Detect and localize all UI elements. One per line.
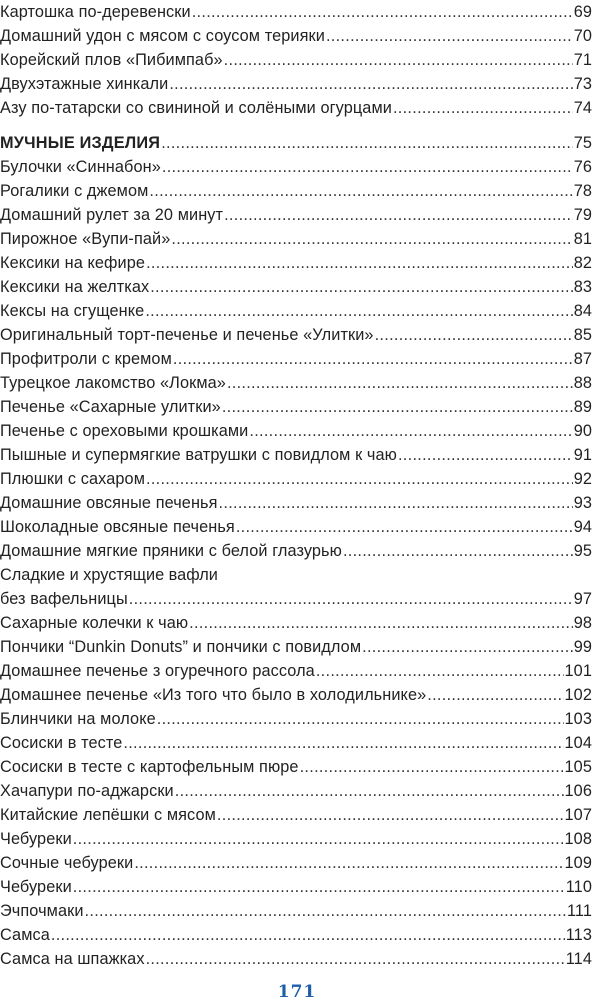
toc-group-1 xyxy=(0,0,592,120)
toc-entry-page: 71 xyxy=(573,51,592,69)
toc-leader xyxy=(73,875,565,899)
toc-entry-title: Плюшки с сахаром xyxy=(0,470,145,488)
toc-entry xyxy=(0,323,592,347)
toc-entry-page: 97 xyxy=(573,590,592,608)
toc-leader xyxy=(157,707,564,731)
toc-leader xyxy=(217,803,564,827)
toc-entry-title: Кексики на желтках xyxy=(0,278,150,296)
toc-entry xyxy=(0,72,592,96)
toc-entry xyxy=(0,611,592,635)
toc-entry xyxy=(0,179,592,203)
toc-leader xyxy=(162,155,573,179)
toc-section-heading xyxy=(0,131,592,155)
toc-entry-page: 113 xyxy=(565,926,592,944)
toc-leader xyxy=(189,611,573,635)
toc-entry-page: 102 xyxy=(564,686,592,704)
toc-entry-page: 104 xyxy=(564,734,592,752)
toc-entry-title: Сочные чебуреки xyxy=(0,854,134,872)
toc-entry xyxy=(0,683,592,707)
toc-entry-title: Самса xyxy=(0,926,50,944)
toc-leader xyxy=(316,659,564,683)
toc-entry xyxy=(0,155,592,179)
section-title: МУЧНЫЕ ИЗДЕЛИЯ xyxy=(0,134,161,152)
toc-entry-title: Шоколадные овсяные печенья xyxy=(0,518,235,536)
toc-entry-page: 114 xyxy=(565,950,592,968)
toc-entry-page: 89 xyxy=(573,398,592,416)
toc-group-3 xyxy=(0,611,592,971)
toc-entry xyxy=(0,851,592,875)
toc-leader xyxy=(161,131,572,155)
toc-entry-page: 83 xyxy=(573,278,592,296)
toc-leader xyxy=(149,179,572,203)
toc-entry-title: Сахарные колечки к чаю xyxy=(0,614,189,632)
toc-entry-title: Эчпочмаки xyxy=(0,902,84,920)
toc-entry xyxy=(0,491,592,515)
toc-leader xyxy=(224,203,573,227)
section-spacer xyxy=(0,120,592,131)
toc-leader xyxy=(171,227,572,251)
toc-entry xyxy=(0,0,592,24)
toc-leader xyxy=(393,96,573,120)
toc-entry-page: 82 xyxy=(573,254,592,272)
toc-entry-page: 84 xyxy=(573,302,592,320)
toc-leader xyxy=(134,851,563,875)
toc-entry-page: 73 xyxy=(573,75,592,93)
toc-leader xyxy=(375,323,573,347)
toc-entry xyxy=(0,275,592,299)
toc-entry-title: Кексы на сгущенке xyxy=(0,302,145,320)
toc-entry-title: Сосиски в тесте с картофельным пюре xyxy=(0,758,299,776)
toc-leader xyxy=(249,419,572,443)
toc-leader xyxy=(146,947,565,971)
toc-entry-title: Картошка по-деревенски xyxy=(0,3,191,21)
toc-leader xyxy=(362,635,573,659)
toc-entry-title: Домашний рулет за 20 минут xyxy=(0,206,224,224)
toc-entry xyxy=(0,347,592,371)
toc-leader xyxy=(175,779,564,803)
toc-entry xyxy=(0,48,592,72)
toc-entry xyxy=(0,419,592,443)
toc-entry xyxy=(0,371,592,395)
toc-entry-title: Булочки «Синнабон» xyxy=(0,158,161,176)
toc-entry-page: 70 xyxy=(573,27,592,45)
toc-entry-page: 88 xyxy=(573,374,592,392)
toc-entry-title: Двухэтажные хинкали xyxy=(0,75,169,93)
toc-leader xyxy=(222,395,573,419)
toc-leader xyxy=(145,299,572,323)
toc-entry-page: 95 xyxy=(573,542,592,560)
toc-entry-title: Домашний удон с мясом с соусом терияки xyxy=(0,27,325,45)
toc-entry-title-line1: Сладкие и хрустящие вафли xyxy=(0,566,218,584)
toc-leader xyxy=(146,467,573,491)
toc-entry-page: 105 xyxy=(564,758,592,776)
toc-leader xyxy=(300,755,564,779)
toc-leader xyxy=(150,275,572,299)
toc-leader xyxy=(192,0,573,24)
toc-entry xyxy=(0,299,592,323)
toc-entry-title: Домашние мягкие пряники с белой глазурью xyxy=(0,542,342,560)
toc-entry-page: 92 xyxy=(573,470,592,488)
toc-entry-title: Пирожное «Вупи-пай» xyxy=(0,230,171,248)
toc-entry-page: 103 xyxy=(564,710,592,728)
toc-leader xyxy=(173,347,573,371)
toc-entry-title: Печенье «Сахарные улитки» xyxy=(0,398,221,416)
toc-entry-title: Самса на шпажках xyxy=(0,950,145,968)
toc-entry xyxy=(0,635,592,659)
toc-entry xyxy=(0,587,592,611)
toc-entry-page: 98 xyxy=(573,614,592,632)
toc-leader xyxy=(169,72,572,96)
toc-group-2 xyxy=(0,155,592,563)
toc-entry-title: Домашнее печенье з огуречного рассола xyxy=(0,662,315,680)
toc-leader xyxy=(123,731,563,755)
toc-entry-title: Пончики “Dunkin Donuts” и пончики с повидлом xyxy=(0,638,362,656)
toc-entry xyxy=(0,203,592,227)
toc-entry-title: Чебуреки xyxy=(0,878,72,896)
toc-entry xyxy=(0,659,592,683)
toc-entry xyxy=(0,923,592,947)
toc-entry-title: Китайские лепёшки с мясом xyxy=(0,806,216,824)
toc-entry-page: 108 xyxy=(564,830,592,848)
toc-entry-page: 78 xyxy=(573,182,592,200)
toc-entry-title: Сосиски в тесте xyxy=(0,734,123,752)
toc-entry-page: 69 xyxy=(573,3,592,21)
toc-entry xyxy=(0,515,592,539)
toc-leader xyxy=(326,24,573,48)
toc-leader xyxy=(51,923,565,947)
toc-entry-page: 85 xyxy=(573,326,592,344)
toc-leader xyxy=(219,491,573,515)
toc-entry xyxy=(0,899,592,923)
toc-entry-page: 90 xyxy=(573,422,592,440)
toc-entry-title: Печенье с ореховыми крошками xyxy=(0,422,249,440)
toc-entry-title: Пышные и супермягкие ватрушки с повидлом к чаю xyxy=(0,446,397,464)
toc-entry-page: 93 xyxy=(573,494,592,512)
toc-entry-page: 110 xyxy=(565,878,592,896)
page-number: 171 xyxy=(277,982,317,1002)
toc-entry-title: Корейский плов «Пибимпаб» xyxy=(0,51,223,69)
toc-entry-title: Домашнее печенье «Из того что было в холодильнике» xyxy=(0,686,427,704)
toc-entry xyxy=(0,539,592,563)
toc-entry-title: Азу по-татарски со свининой и солёными огурцами xyxy=(0,99,392,117)
toc-multiline-entry xyxy=(0,563,592,611)
toc-entry-title: Чебуреки xyxy=(0,830,72,848)
toc-leader xyxy=(343,539,573,563)
toc-leader xyxy=(129,587,573,611)
toc-entry-title: Профитроли с кремом xyxy=(0,350,172,368)
toc-entry-title: Рогалики с джемом xyxy=(0,182,149,200)
toc-entry-title: Оригинальный торт-печенье и печенье «Улитки» xyxy=(0,326,374,344)
toc-entry xyxy=(0,707,592,731)
toc-leader xyxy=(146,251,573,275)
toc-entry-page: 76 xyxy=(573,158,592,176)
toc-leader xyxy=(73,827,564,851)
toc-entry xyxy=(0,755,592,779)
toc-entry-page: 87 xyxy=(573,350,592,368)
toc-leader xyxy=(224,48,573,72)
toc-leader xyxy=(398,443,573,467)
toc-entry-page: 101 xyxy=(564,662,592,680)
toc-entry xyxy=(0,875,592,899)
toc-entry-title: Турецкое лакомство «Локма» xyxy=(0,374,226,392)
toc-entry xyxy=(0,96,592,120)
toc-leader xyxy=(85,899,566,923)
toc-entry-page: 94 xyxy=(573,518,592,536)
toc-entry xyxy=(0,395,592,419)
toc-entry-title: Кексики на кефире xyxy=(0,254,146,272)
toc-entry xyxy=(0,827,592,851)
toc-entry-title: Домашние овсяные печенья xyxy=(0,494,218,512)
toc-leader xyxy=(427,683,563,707)
toc-entry xyxy=(0,947,592,971)
toc-entry-title: Хачапури по-аджарски xyxy=(0,782,174,800)
toc-leader xyxy=(236,515,573,539)
toc-entry xyxy=(0,467,592,491)
toc-entry xyxy=(0,803,592,827)
toc-entry-page: 74 xyxy=(573,99,592,117)
toc-entry-page: 81 xyxy=(573,230,592,248)
toc-entry-page: 99 xyxy=(573,638,592,656)
toc-entry xyxy=(0,779,592,803)
toc-entry xyxy=(0,251,592,275)
section-page: 75 xyxy=(573,134,592,152)
toc-entry-title-line2: без вафельницы xyxy=(0,590,128,608)
toc-entry-page: 109 xyxy=(564,854,592,872)
toc-entry-page: 91 xyxy=(573,446,592,464)
toc-entry xyxy=(0,443,592,467)
toc-entry xyxy=(0,227,592,251)
toc-entry-page: 79 xyxy=(573,206,592,224)
toc-entry-title: Блинчики на молоке xyxy=(0,710,156,728)
toc-leader xyxy=(227,371,573,395)
toc-entry xyxy=(0,731,592,755)
toc-entry xyxy=(0,24,592,48)
toc-entry-page: 106 xyxy=(564,782,592,800)
toc-entry-page: 111 xyxy=(566,902,592,920)
toc-entry-page: 107 xyxy=(564,806,592,824)
